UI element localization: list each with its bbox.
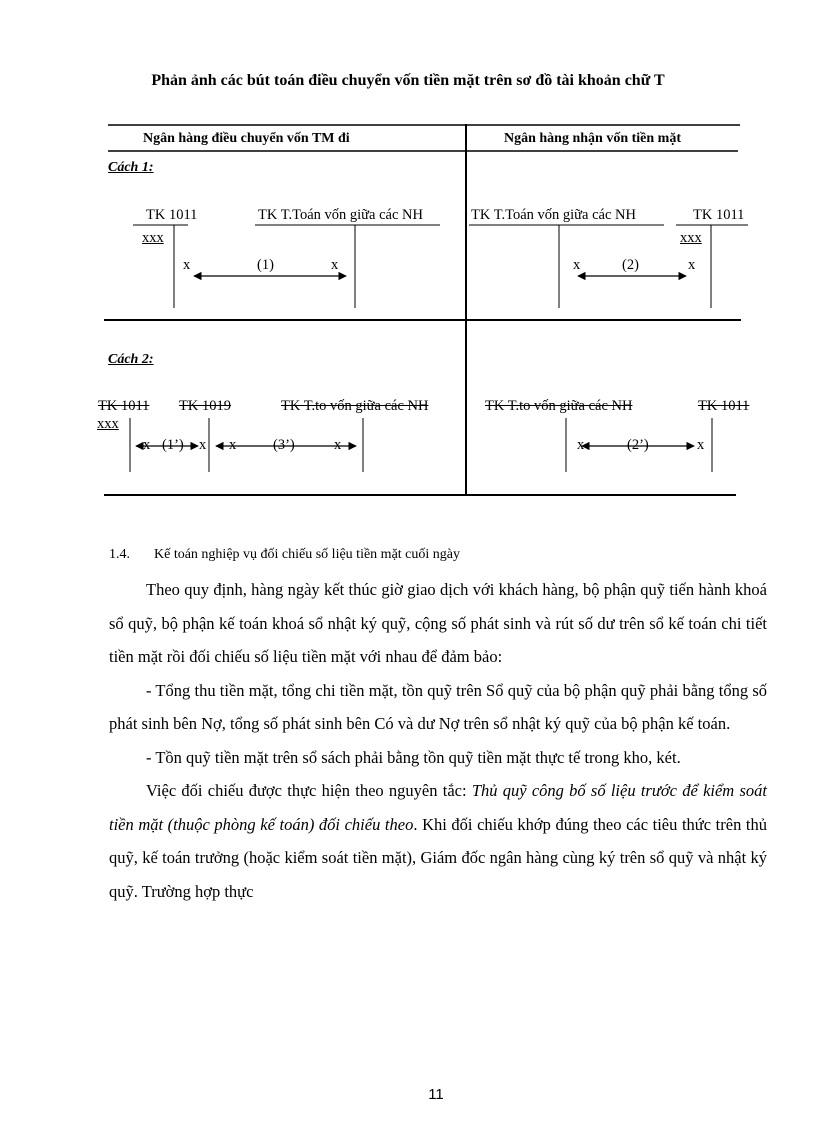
page-number: 11 <box>428 1086 444 1103</box>
section-title: Kế toán nghiệp vụ đối chiếu số liệu tiền mặt cuối ngày <box>154 547 460 562</box>
section-number: 1.4. <box>109 547 130 562</box>
body-text <box>109 573 767 908</box>
page-title: Phản ảnh các bút toán điều chuyển vốn tiền mặt trên sơ đồ tài khoản chữ T <box>151 72 665 89</box>
paragraph-4-start: Việc đối chiếu được thực hiện theo nguyên tắc: <box>146 781 472 800</box>
paragraph-4-italic: Thủ quỹ công bố số liệu trước để kiểm soát tiền mặt (thuộc phòng kế toán) đối chiếu theo <box>109 781 767 834</box>
m2-entry-3-to: x <box>334 437 342 453</box>
paragraph-4-end: . Khi đối chiếu khớp đúng theo các tiêu thức trên thủ quỹ, kế toán trưởng (hoặc kiểm soát tiền mặt), Giám đốc ngân hàng cùng ký trên sổ quỹ và nhật ký quỹ. Trường hợp thực <box>109 814 767 901</box>
m2-entry-1-label: (1’) <box>162 437 184 453</box>
m2-entry-1-to: x <box>199 437 207 453</box>
m1-entry-1-label: (1) <box>257 257 274 273</box>
m2-account-settlement-left: TK T.to vốn giữa các NH <box>281 398 429 414</box>
left-column-header: Ngân hàng điều chuyển vốn TM đi <box>143 131 350 146</box>
m1-entry-1-to: x <box>331 257 339 273</box>
m1-account-tk1011-left: TK 1011 <box>146 207 198 223</box>
section-heading <box>109 547 460 563</box>
m2-account-settlement-right: TK T.to vốn giữa các NH <box>485 398 633 414</box>
method-1-label: Cách 1: <box>108 160 154 175</box>
paragraph-2: - Tổng thu tiền mặt, tổng chi tiền mặt, tồn quỹ trên Sổ quỹ của bộ phận quỹ phải bằng tổng số phát sinh bên Nợ, tổng số phát sinh bên Có và dư Nợ trên sổ nhật ký quỹ của bộ phận kế toán. <box>109 680 767 733</box>
m1-account-settlement-left: TK T.Toán vốn giữa các NH <box>258 207 423 223</box>
m2-account-tk1019: TK 1019 <box>179 398 231 414</box>
m2-entry-1-from: x <box>143 437 151 453</box>
m1-account-tk1011-right: TK 1011 <box>693 207 745 223</box>
m2-entry-2-to: x <box>697 437 705 453</box>
m2-entry-2-label: (2’) <box>627 437 649 453</box>
paragraph-3: - Tồn quỹ tiền mặt trên sổ sách phải bằng tồn quỹ tiền mặt thực tế trong kho, két. <box>146 747 681 767</box>
m2-balance-left: xxx <box>97 416 119 432</box>
m2-entry-3-label: (3’) <box>273 437 295 453</box>
m1-entry-1-from: x <box>183 257 191 273</box>
paragraph-1: Theo quy định, hàng ngày kết thúc giờ giao dịch với khách hàng, bộ phận quỹ tiến hành khoá sổ quỹ, bộ phận kế toán khoá sổ nhật ký quỹ, cộng số phát sinh và rút số dư trên sổ kế toán chi tiết tiền mặt rồi đối chiếu số liệu tiền mặt với nhau để đảm bảo: <box>109 580 767 666</box>
m2-entry-2-from: x <box>577 437 585 453</box>
m1-entry-2-from: x <box>573 257 581 273</box>
right-column-header: Ngân hàng nhận vốn tiền mặt <box>504 131 681 146</box>
m1-account-settlement-right: TK T.Toán vốn giữa các NH <box>471 207 636 223</box>
m2-account-tk1011-left: TK 1011 <box>98 398 150 414</box>
m1-balance-left: xxx <box>142 230 164 246</box>
m1-entry-2-label: (2) <box>622 257 639 273</box>
paragraph-4 <box>109 774 767 908</box>
method-2-label: Cách 2: <box>108 352 154 367</box>
m1-entry-2-to: x <box>688 257 696 273</box>
m2-entry-3-from: x <box>229 437 237 453</box>
m1-balance-right: xxx <box>680 230 702 246</box>
m2-account-tk1011-right: TK 1011 <box>698 398 750 414</box>
